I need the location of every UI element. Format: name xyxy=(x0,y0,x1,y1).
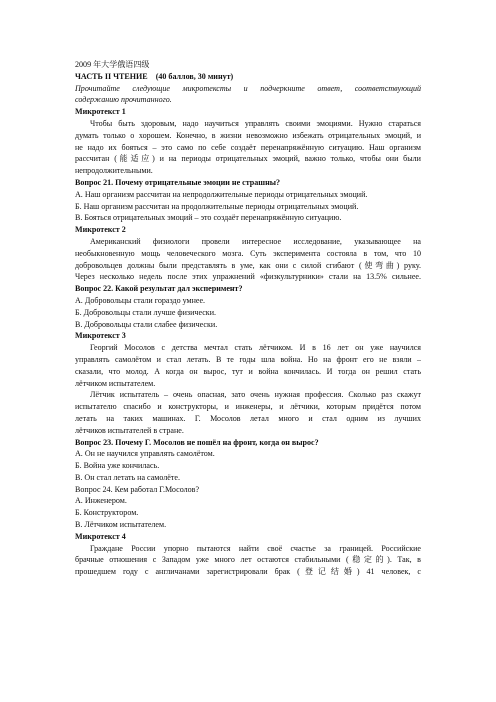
text-line: необыкновенную мощь человеческого мозга. Суть эксперимента состояла в том, что 10 xyxy=(75,248,421,258)
answer-option[interactable]: Б. Конструктором. xyxy=(75,508,139,518)
text-line: Георгий Мосолов с детства мечтал стать лётчиком. И в 16 лет он уже научился xyxy=(90,343,421,353)
section-heading-1: Микротекст 1 xyxy=(75,107,126,117)
text-line: Чтобы быть здоровым, надо научиться управлять своими эмоциями. Нужно стараться xyxy=(90,118,421,128)
answer-option[interactable]: Б. Война уже кончилась. xyxy=(75,461,160,471)
text-line: брачные отношения с Западом уже много лет остаются стабильными (稳定的). Так, в xyxy=(75,555,421,565)
question-24: Вопрос 24. Кем работал Г.Мосолов? xyxy=(75,484,200,494)
text-line: не надо их бояться – это само по себе создаёт перенапряжённую ситуацию. Наш организм xyxy=(75,142,421,152)
instructions-line-1: Прочитайте следующие микротексты и подчеркните ответ, соответствующий xyxy=(75,83,421,93)
answer-option[interactable]: В. Лётчиком испытателем. xyxy=(75,520,167,530)
text-line: управлять самолётом и стал летать. В те годы шла война. Но на фронт его не взяли – xyxy=(75,354,421,364)
answer-option[interactable]: А. Инженером. xyxy=(75,496,127,506)
question-21: Вопрос 21. Почему отрицательные эмоции не страшны? xyxy=(75,177,281,187)
section-heading-2: Микротекст 2 xyxy=(75,225,126,235)
part-points: (40 баллов, 30 минут) xyxy=(155,71,234,81)
document-body xyxy=(75,59,421,578)
text-line: испытателю спасибо и конструкторы, и инженеры, и лётчики, которым придётся потом xyxy=(75,402,421,412)
text-line: рассчитан (能适应) и на периоды отрицательных эмоций, важно только, чтобы они были xyxy=(75,154,421,164)
text-line: летать на таких машинах. Г. Мосолов летал много и стал одним из лучших xyxy=(75,413,421,423)
answer-option[interactable]: А. Наш организм рассчитан на непродолжительные периоды отрицательных эмоций. xyxy=(75,189,368,199)
text-line: Граждане России упорно пытаются найти своё счастье за границей. Российские xyxy=(90,543,421,553)
text-line: думать только о хорошем. Конечно, в жизни невозможно избежать отрицательных эмоций, и xyxy=(75,130,421,140)
answer-option[interactable]: В. Бояться отрицательных эмоций – это создаёт перенапряжённую ситуацию. xyxy=(75,213,342,223)
text-line: сказали, что молод. А когда он вырос, тут и война кончилась. И тогда он решил стать xyxy=(75,366,421,376)
section-heading-4: Микротекст 4 xyxy=(75,531,126,541)
text-line: лётчиком испытателем. xyxy=(75,378,156,388)
exam-title: 2009 年大学俄语四级 xyxy=(75,60,150,69)
answer-option[interactable]: В. Добровольцы стали слабее физически. xyxy=(75,319,218,329)
text-line: лётчиков испытателей в стране. xyxy=(75,425,184,435)
answer-option[interactable]: А. Он не научился управлять самолётом. xyxy=(75,449,215,459)
part-heading xyxy=(75,71,421,83)
text-line: Американский физиологи провели интересное исследование, указывающее на xyxy=(90,236,421,246)
text-line: прошедшем году с англичанами зарегистрировали брак (登记结婚) 41 человек, с xyxy=(75,567,421,577)
text-line: добровольцев должны были представлять в уме, как они с силой сгибают (使弯曲) руку. xyxy=(75,260,421,270)
text-line: непродолжительными. xyxy=(75,166,153,176)
answer-option[interactable]: А. Добровольцы стали гораздо умнее. xyxy=(75,295,206,305)
text-line: Лётчик испытатель – очень опасная, зато очень нужная профессия. Сколько раз скажут xyxy=(90,390,421,400)
instructions-line-2: содержанию прочитанного. xyxy=(75,95,172,105)
question-23: Вопрос 23. Почему Г. Мосолов не пошёл на фронт, когда он вырос? xyxy=(75,437,319,447)
answer-option[interactable]: В. Он стал летать на самолёте. xyxy=(75,472,180,482)
answer-option[interactable]: Б. Добровольцы стали лучше физически. xyxy=(75,307,217,317)
question-22: Вопрос 22. Какой результат дал эксперимент? xyxy=(75,284,243,294)
part-label: ЧАСТЬ II ЧТЕНИЕ xyxy=(75,71,148,81)
answer-option[interactable]: Б. Наш организм рассчитан на продолжительные периоды отрицательных эмоций. xyxy=(75,201,359,211)
section-heading-3: Микротекст 3 xyxy=(75,331,126,341)
text-line: Через несколько недель после этих упражнений «физкультурники» стали на 13.5% сильнее. xyxy=(75,272,421,282)
